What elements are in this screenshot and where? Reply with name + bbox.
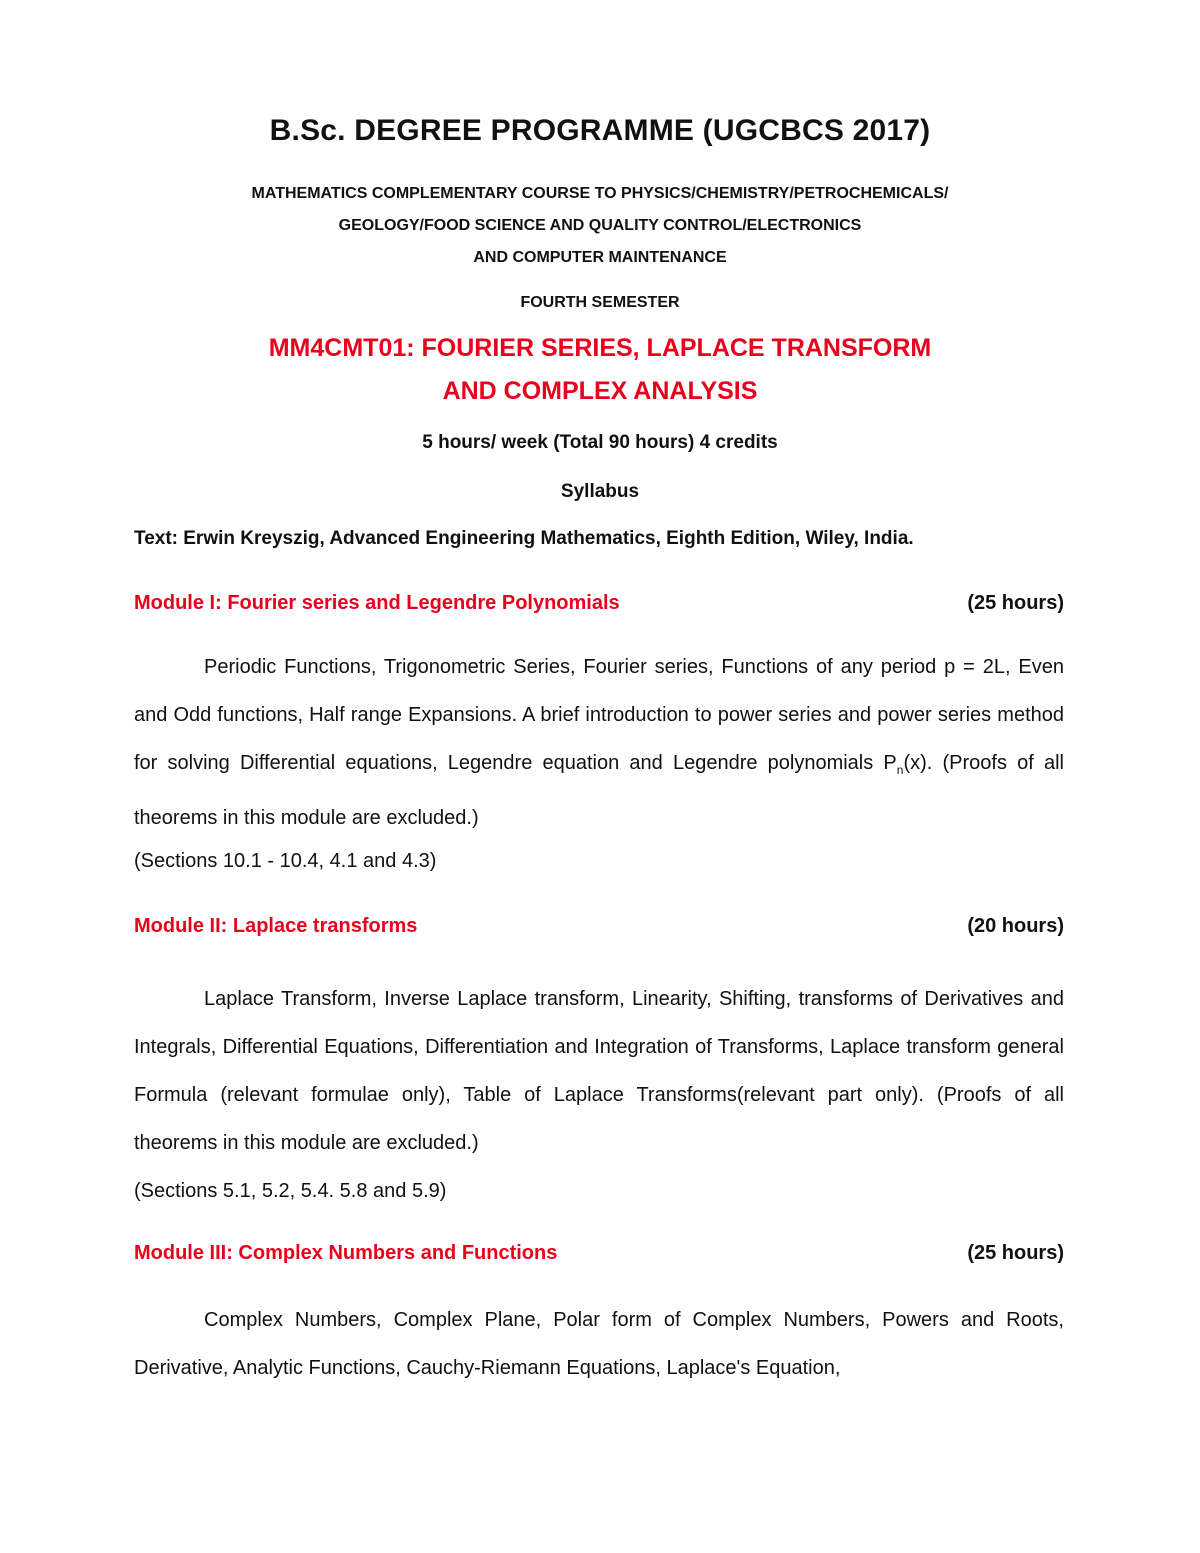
module-3-hours: (25 hours) [967, 1242, 1064, 1264]
syllabus-label: Syllabus [560, 481, 640, 502]
module-1-content-tail: (x). (Proofs of all theorems in this module are excluded.) [134, 752, 1064, 829]
module-2-content: Laplace Transform, Inverse Laplace transform, Linearity, Shifting, transforms of Derivatives and Integrals, Differential Equations, Differentiation and Integration of Transforms, Laplace transform general Formula (relevant formulae only), Table of Laplace Transforms(relevant part only). (Proofs of all theorems in this module are excluded.) [134, 988, 1064, 1154]
course-title-line-1: MM4CMT01: FOURIER SERIES, LAPLACE TRANSFORM [268, 334, 932, 362]
programme-title: B.Sc. DEGREE PROGRAMME (UGCBCS 2017) [269, 114, 931, 147]
module-1-hours: (25 hours) [967, 592, 1064, 614]
course-subjects-line-3: AND COMPUTER MAINTENANCE [473, 249, 727, 266]
module-2-title: Module II: Laplace transforms [134, 915, 418, 937]
module-3-title: Module III: Complex Numbers and Functions [134, 1242, 558, 1264]
module-2-hours: (20 hours) [967, 915, 1064, 937]
module-1-subscript: n [896, 763, 904, 777]
textbook-reference: Text: Erwin Kreyszig, Advanced Engineering Mathematics, Eighth Edition, Wiley, India. [134, 528, 914, 549]
module-3-content: Complex Numbers, Complex Plane, Polar form of Complex Numbers, Powers and Roots, Derivative, Analytic Functions, Cauchy-Riemann Equations, Laplace's Equation, [134, 1309, 1064, 1379]
module-1-title: Module I: Fourier series and Legendre Polynomials [134, 592, 620, 614]
course-hours: 5 hours/ week (Total 90 hours) 4 credits [422, 432, 778, 453]
module-1-content-text: Periodic Functions, Trigonometric Series, Fourier series, Functions of any period p = 2L, Even and Odd functions, Half range Expansions. A brief introduction to power series and power series method for solving Differential equations, Legendre equation and Legendre polynomials P [134, 656, 1064, 774]
course-subjects-line-1: MATHEMATICS COMPLEMENTARY COURSE TO PHYSICS/CHEMISTRY/PETROCHEMICALS/ [251, 185, 949, 202]
course-subjects-line-2: GEOLOGY/FOOD SCIENCE AND QUALITY CONTROL/ELECTRONICS [338, 217, 862, 234]
semester-label: FOURTH SEMESTER [520, 294, 680, 311]
module-2-sections: (Sections 5.1, 5.2, 5.4. 5.8 and 5.9) [134, 1180, 447, 1202]
course-title-line-2: AND COMPLEX ANALYSIS [442, 377, 758, 405]
module-1-content [134, 643, 1064, 842]
module-1-sections: (Sections 10.1 - 10.4, 4.1 and 4.3) [134, 850, 437, 872]
